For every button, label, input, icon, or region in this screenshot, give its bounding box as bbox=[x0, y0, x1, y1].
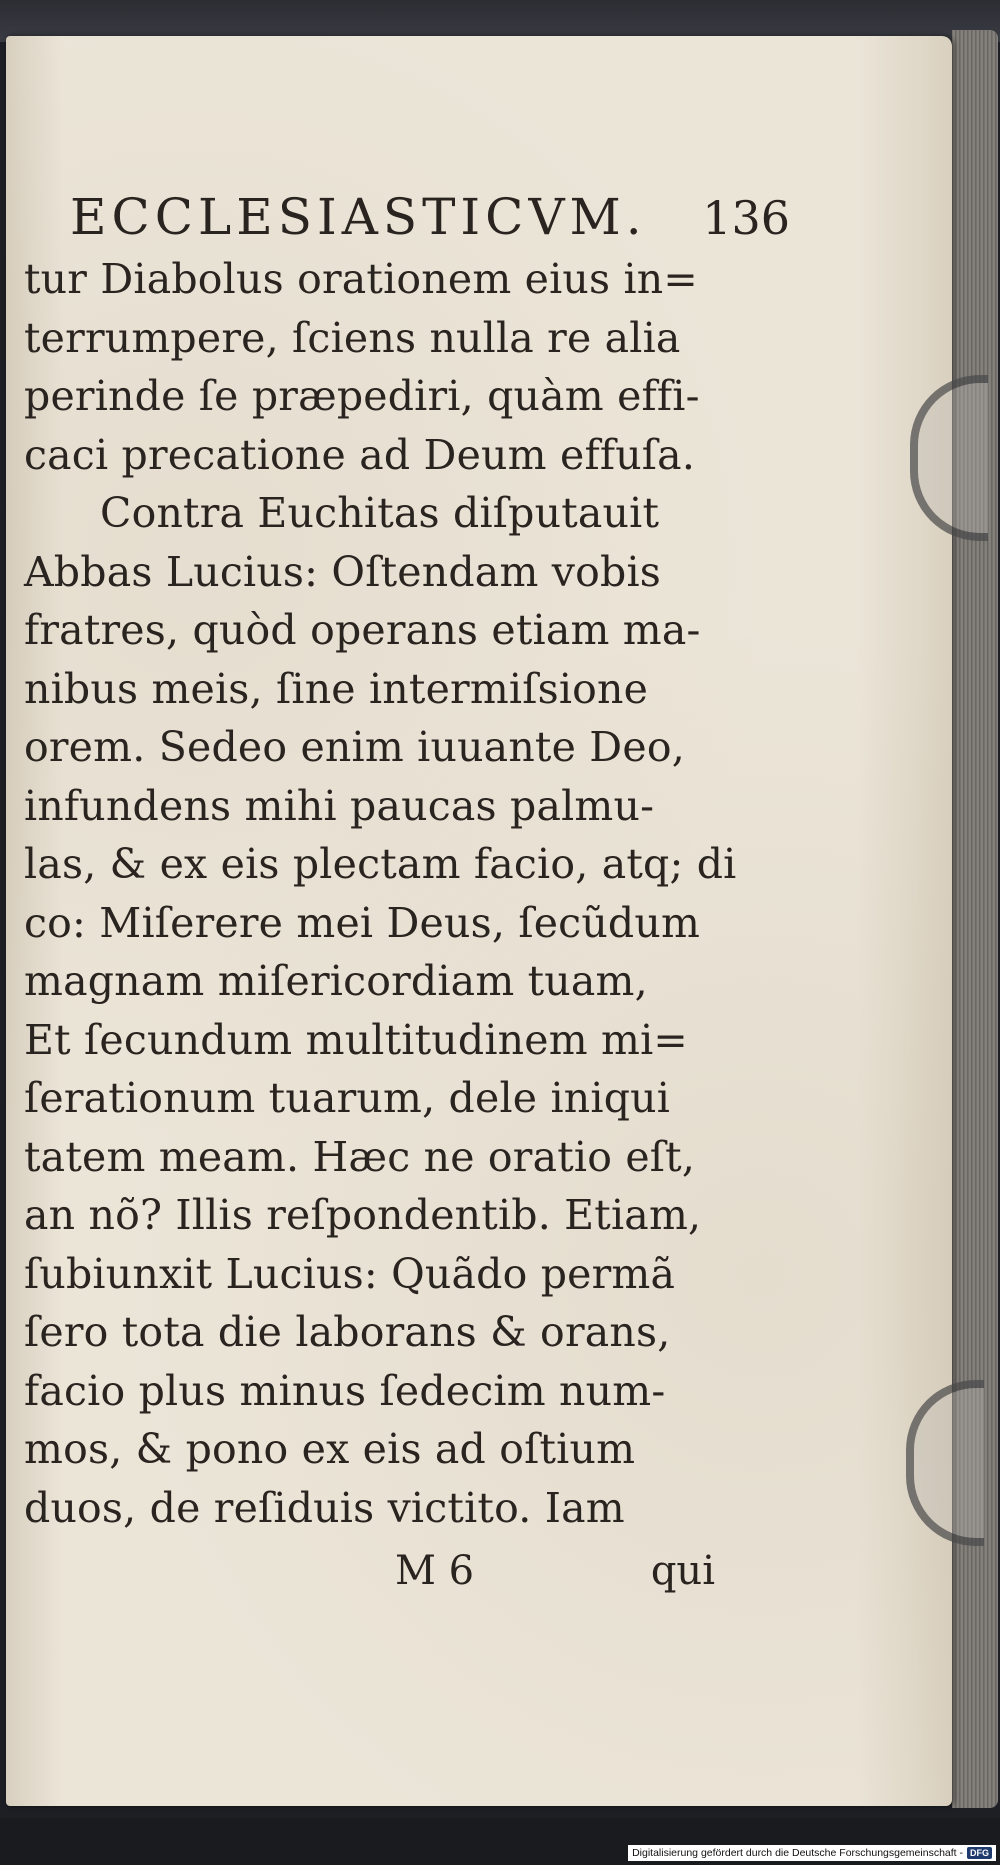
text-line: co: Miſerere mei Deus, ſecũdum bbox=[24, 898, 701, 947]
text-line: terrumpere, ſciens nulla re alia bbox=[24, 313, 681, 362]
text-line: Et ſecundum multitudinem mi= bbox=[24, 1015, 688, 1064]
credit-text: Digitalisierung gefördert durch die Deutsche Forschungsgemeinschaft - bbox=[632, 1847, 963, 1859]
text-line: ſerationum tuarum, dele iniqui bbox=[24, 1074, 671, 1122]
text-line: facio plus minus ſedecim num- bbox=[24, 1366, 666, 1415]
text-line: perinde ſe præpediri, quàm effi- bbox=[24, 372, 700, 420]
signature-mark: M 6 bbox=[395, 1548, 475, 1594]
text-line: magnam miſericordiam tuam, bbox=[24, 957, 648, 1005]
text-line: las, & ex eis plectam facio, atq; di bbox=[24, 840, 737, 888]
text-line: ſero tota die laborans & orans, bbox=[24, 1308, 671, 1356]
text-line: duos, de reſiduis victito. Iam bbox=[24, 1483, 625, 1532]
digitization-credit bbox=[628, 1845, 996, 1861]
text-line: mos, & pono ex eis ad oſtium bbox=[24, 1425, 636, 1473]
text-line: nibus meis, ſine intermiſsione bbox=[24, 664, 649, 713]
page-header bbox=[70, 188, 790, 246]
page-number: 136 bbox=[702, 191, 790, 245]
text-line: Contra Euchitas diſputauit bbox=[100, 489, 660, 537]
dfg-logo-icon: DFG bbox=[967, 1847, 992, 1859]
catchword: qui bbox=[650, 1548, 715, 1594]
text-line: tur Diabolus orationem eius in= bbox=[24, 255, 698, 303]
body-text bbox=[24, 250, 737, 1537]
text-line: orem. Sedeo enim iuuante Deo, bbox=[24, 723, 685, 771]
running-head: ECCLESIASTICVM. bbox=[70, 188, 647, 246]
text-line: ſubiunxit Lucius: Quãdo permã bbox=[24, 1249, 676, 1298]
text-line: fratres, quòd operans etiam ma- bbox=[24, 606, 701, 654]
text-line: caci precatione ad Deum effuſa. bbox=[24, 430, 696, 479]
text-line: tatem meam. Hæc ne oratio eſt, bbox=[24, 1132, 696, 1181]
page-footer bbox=[395, 1548, 715, 1594]
text-line: Abbas Lucius: Oſtendam vobis bbox=[24, 547, 661, 596]
text-line: infundens mihi paucas palmu- bbox=[24, 781, 655, 830]
text-line: an nõ? Illis reſpondentib. Etiam, bbox=[24, 1191, 702, 1239]
